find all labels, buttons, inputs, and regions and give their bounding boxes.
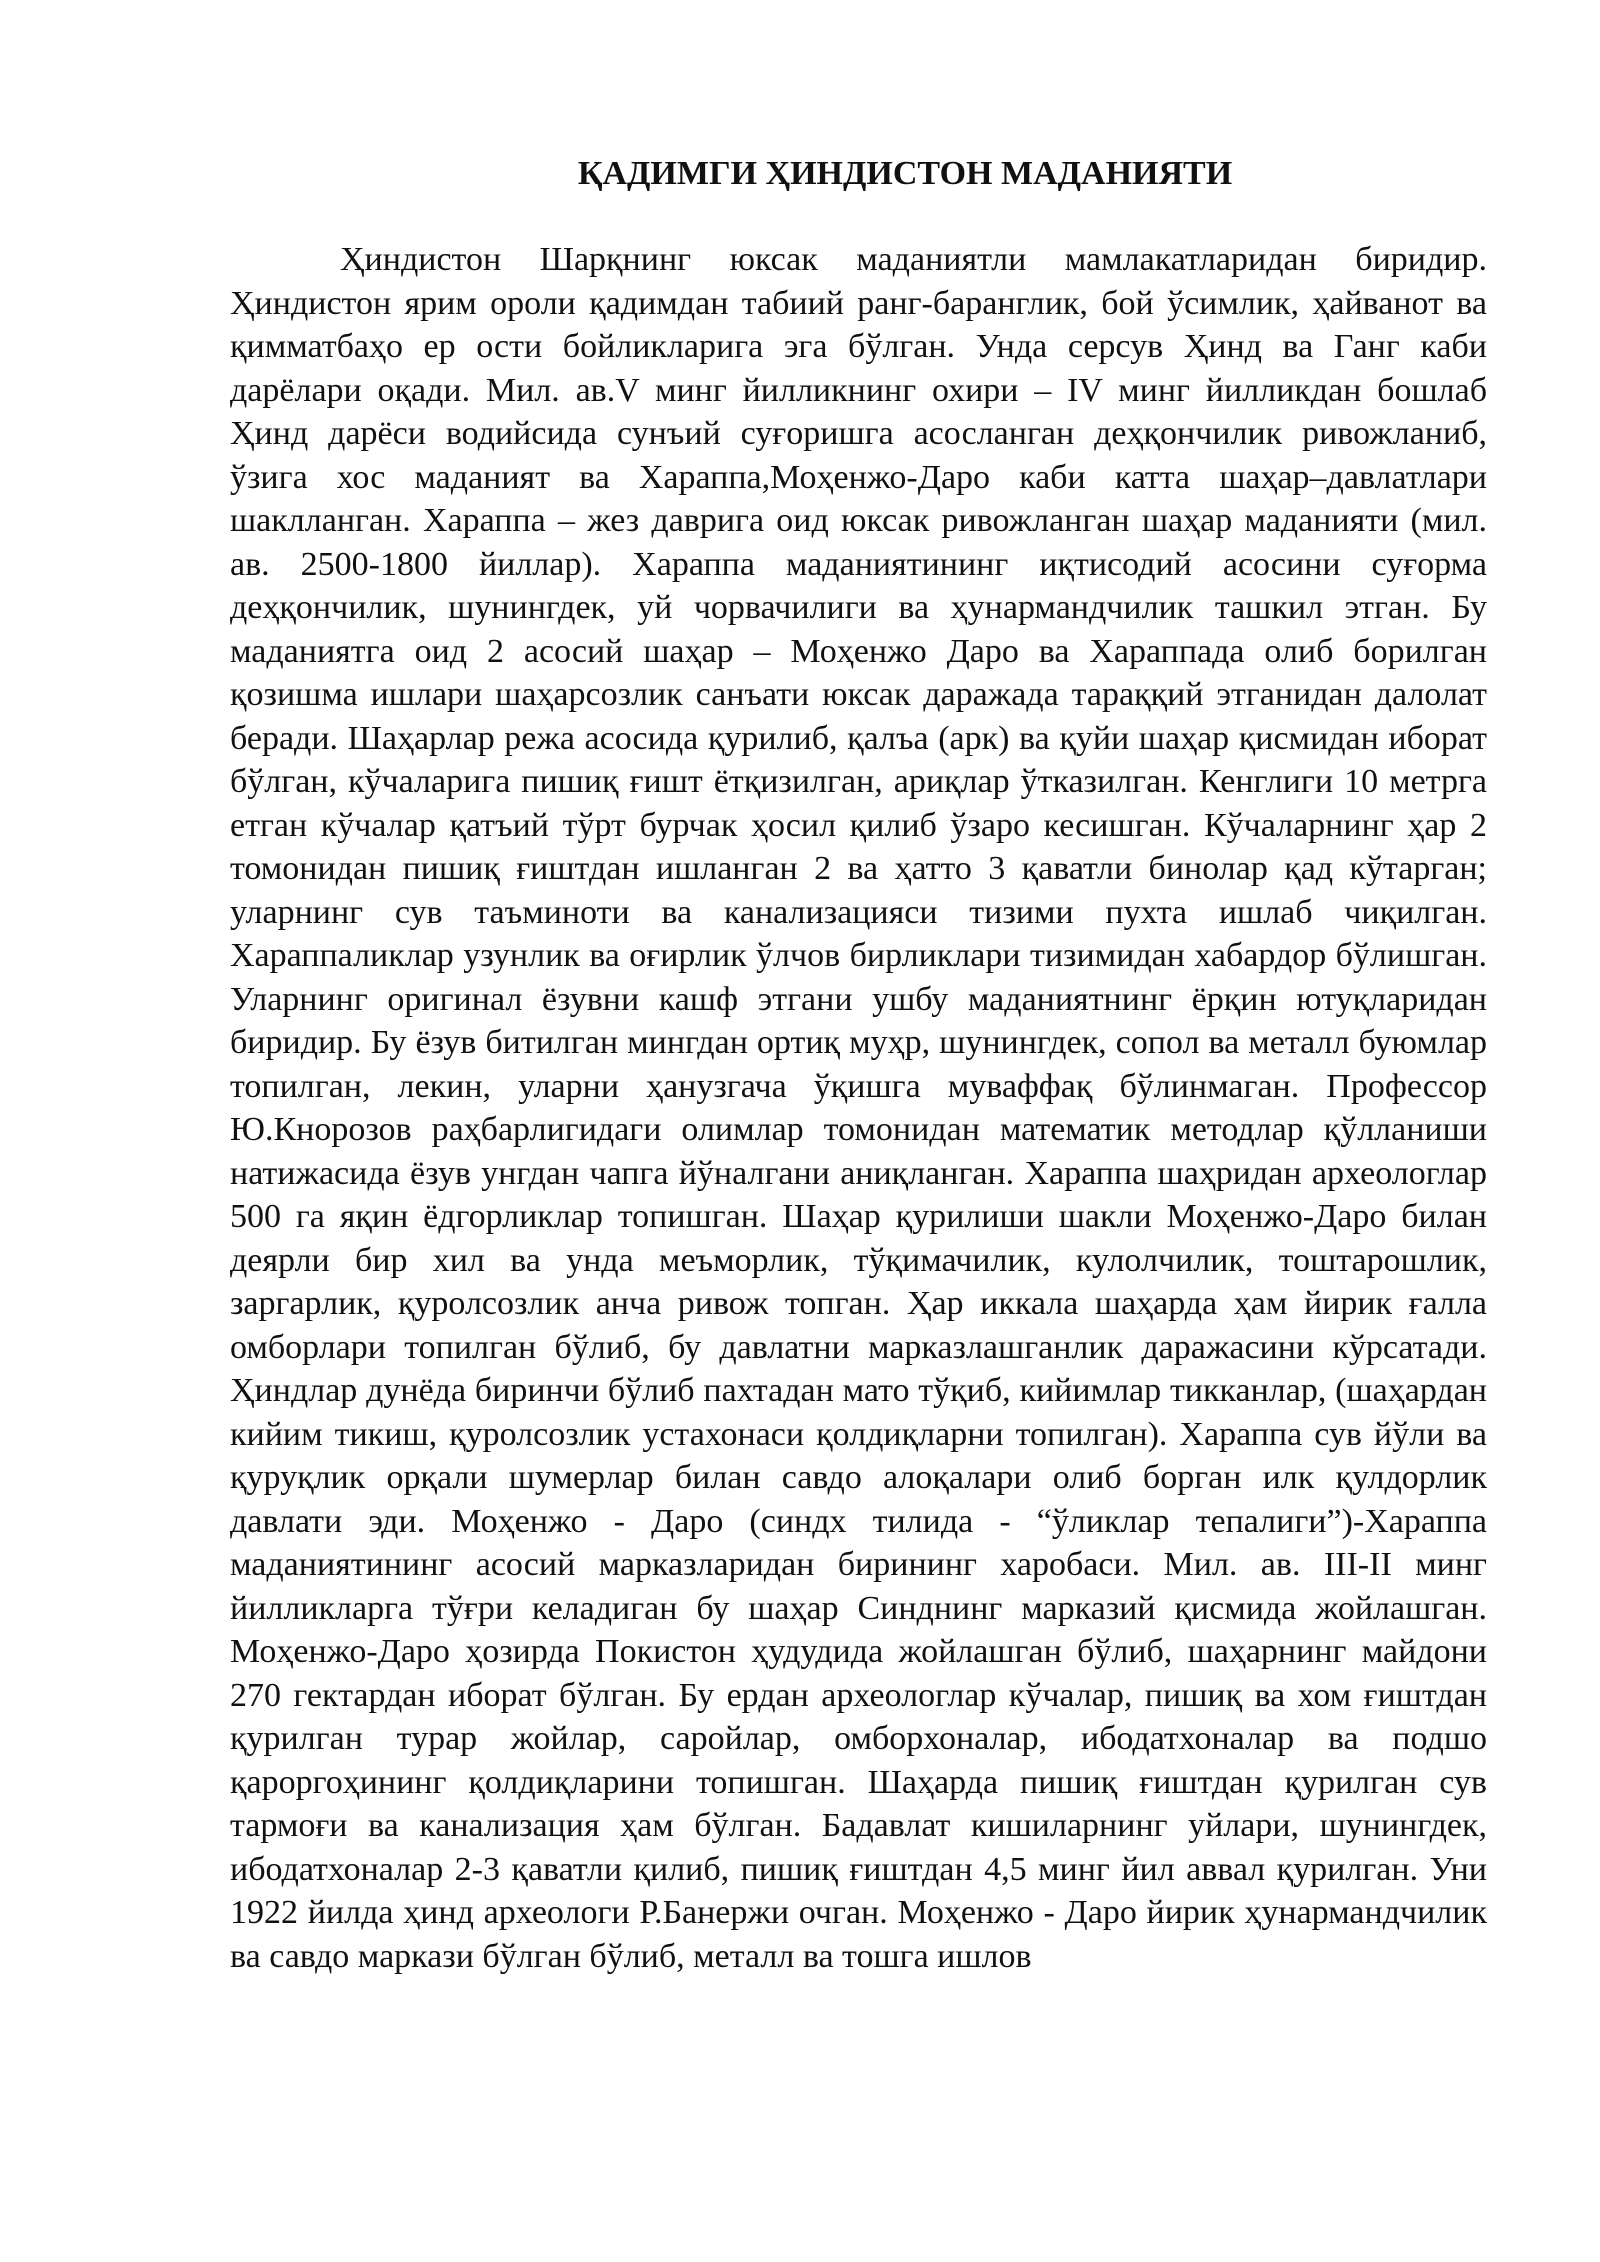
page-title: ҚАДИМГИ ҲИНДИСТОН МАДАНИЯТИ [577,155,1233,192]
body-paragraph: Ҳиндистон Шарқнинг юксак маданиятли мамлакатларидан биридир. Ҳиндистон ярим ороли қадимдан табиий ранг-баранглик, бой ўсимлик, ҳайванот ва қимматбаҳо ер ости бойликларига эга бўлган. Унда серсув Ҳинд ва Ганг каби дарёлари оқади. Мил. ав.V минг йилликнинг охири – IV минг йилликдан бошлаб Ҳинд дарёси водийсида сунъий суғоришга асосланган деҳқончилик ривожланиб, ўзига хос маданият ва Хараппа,Моҳенжо-Даро каби катта шаҳар–давлатлари шаклланган. Хараппа – жез даврига оид юксак ривожланган шаҳар маданияти (мил. ав. 2500-1800 йиллар). Хараппа маданиятининг иқтисодий асосини суғорма деҳқончилик, шунингдек, уй чорвачилиги ва ҳунармандчилик ташкил этган. Бу маданиятга оид 2 асосий шаҳар – Моҳенжо Даро ва Хараппада олиб борилган қозишма ишлари шаҳарсозлик санъати юксак даражада тараққий этганидан далолат беради. Шаҳарлар режа асосида қурилиб, қалъа (арк) ва қуйи шаҳар қисмидан иборат бўлган, кўчаларига пишиқ ғишт ётқизилган, ариқлар ўтказилган. Кенглиги 10 метрга етган кўчалар қатъий тўрт бурчак ҳосил қилиб ўзаро кесишган. Кўчаларнинг ҳар 2 томонидан пишиқ ғиштдан ишланган 2 ва ҳатто 3 қаватли бинолар қад кўтарган; уларнинг сув таъминоти ва канализацияси тизими пухта ишлаб чиқилган. Хараппаликлар узунлик ва оғирлик ўлчов бирликлари тизимидан хабардор бўлишган. Уларнинг оригинал ёзувни кашф этгани ушбу маданиятнинг ёрқин ютуқларидан биридир. Бу ёзув битилган мингдан ортиқ муҳр, шунингдек, сопол ва металл буюмлар топилган, лекин, уларни ҳанузгача ўқишга муваффақ бўлинмаган. Профессор Ю.Кнорозов раҳбарлигидаги олимлар томонидан математик методлар қўлланиши натижасида ёзув унгдан чапга йўналгани аниқланган. Хараппа шаҳридан археологлар 500 га яқин ёдгорликлар топишган. Шаҳар қурилиши шакли Моҳенжо-Даро билан деярли бир хил ва унда меъморлик, тўқимачилик, кулолчилик, тоштарошлик, заргарлик, қуролсозлик анча ривож топган. Ҳар иккала шаҳарда ҳам йирик ғалла омборлари топилган бўлиб, бу давлатни марказлашганлик даражасини кўрсатади. Ҳиндлар дунёда биринчи бўлиб пахтадан мато тўқиб, кийимлар тикканлар, (шаҳардан кийим тикиш, қуролсозлик устахонаси қолдиқларни топилган). Хараппа сув йўли ва қуруқлик орқали шумерлар билан савдо алоқалари олиб борган илк қулдорлик давлати эди. Моҳенжо - Даро (синдх тилида - “ўликлар тепалиги”)-Хараппа маданиятининг асосий марказларидан бирининг харобаси. Мил. ав. III-II минг йилликларга тўғри келадиган бу шаҳар Синднинг марказий қисмида жойлашган. Моҳенжо-Даро ҳозирда Покистон ҳудудида жойлашган бўлиб, шаҳарнинг майдони 270 гектардан иборат бўлган. Бу ердан археологлар кўчалар, пишиқ ва хом ғиштдан қурилган турар жойлар, саройлар, омборхоналар, ибодатхоналар ва подшо қароргоҳининг қолдиқларини топишган. Шаҳарда пишиқ ғиштдан қурилган сув тармоғи ва канализация ҳам бўлган. Бадавлат кишиларнинг уйлари, шунингдек, ибодатхоналар 2-3 қаватли қилиб, пишиқ ғиштдан 4,5 минг йил аввал қурилган. Уни 1922 йилда ҳинд археологи Р.Банержи очган. Моҳенжо - Даро йирик ҳунармандчилик ва савдо маркази бўлган бўлиб, металл ва тошга ишлов [230,241,1487,1975]
